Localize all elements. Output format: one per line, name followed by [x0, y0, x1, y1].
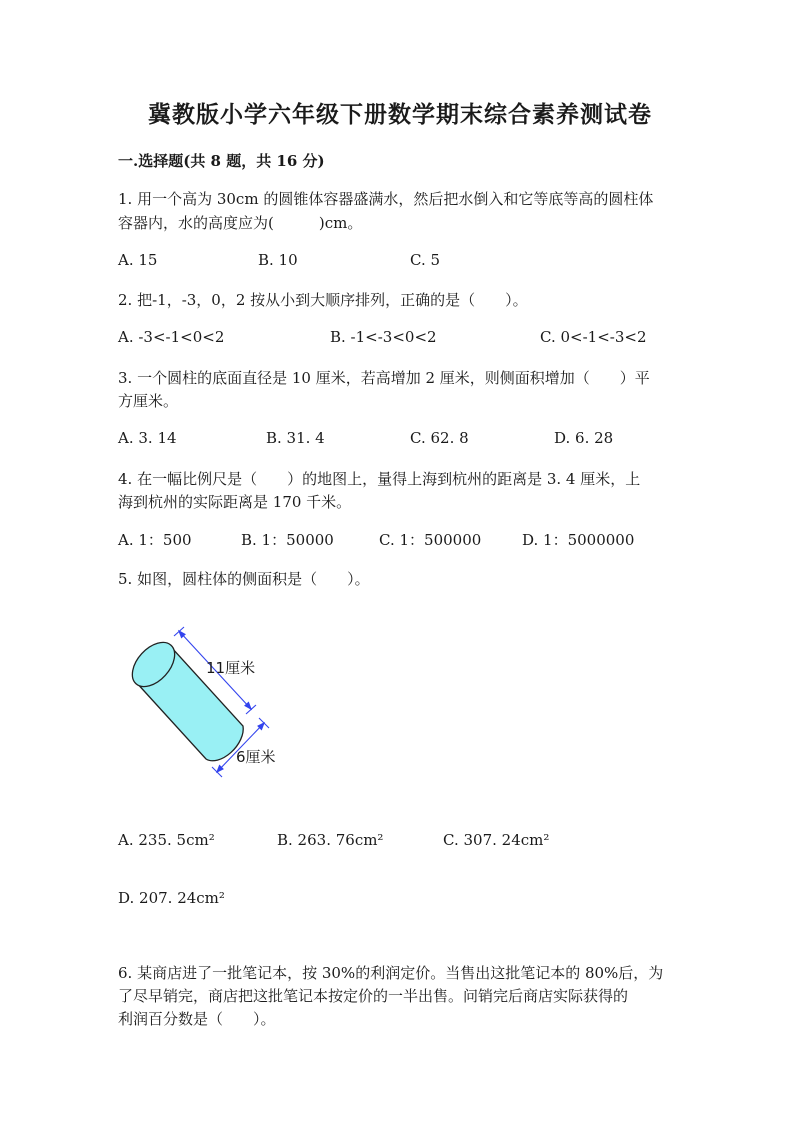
question-1-option-a: A. 15: [118, 251, 158, 269]
page-title: 冀教版小学六年级下册数学期末综合素养测试卷: [148, 101, 652, 128]
cylinder-diagram: [118, 620, 288, 790]
question-2-option-a: A. -3<-1<0<2: [118, 328, 225, 346]
question-4-option-a: A. 1：500: [118, 531, 192, 549]
question-5-option-a: A. 235. 5cm²: [118, 831, 215, 849]
question-1-option-b: B. 10: [258, 251, 298, 269]
question-5-option-d: D. 207. 24cm²: [118, 889, 225, 907]
question-6-line-1: 6. 某商店进了一批笔记本，按 30%的利润定价。当售出这批笔记本的 80%后，为: [118, 964, 664, 982]
question-4-line-1: 4. 在一幅比例尺是（ ）的地图上，量得上海到杭州的距离是 3. 4 厘米，上: [118, 470, 641, 488]
question-3-line-1: 3. 一个圆柱的底面直径是 10 厘米，若高增加 2 厘米，则侧面积增加（ ）平: [118, 369, 650, 387]
question-2-line-1: 2. 把-1，-3，0，2 按从小到大顺序排列，正确的是（ ）。: [118, 291, 528, 309]
question-6-line-3: 利润百分数是（ ）。: [118, 1010, 276, 1028]
question-1-line-2: 容器内，水的高度应为( )cm。: [118, 214, 363, 232]
section-heading: 一.选择题(共 8 题，共 16 分): [118, 152, 325, 170]
question-5-option-b: B. 263. 76cm²: [277, 831, 384, 849]
question-3-option-c: C. 62. 8: [410, 429, 469, 447]
question-4-option-c: C. 1：500000: [379, 531, 482, 549]
question-5-option-c: C. 307. 24cm²: [443, 831, 550, 849]
question-2-option-b: B. -1<-3<0<2: [330, 328, 437, 346]
length-label: 11厘米: [206, 659, 256, 677]
question-1-line-1: 1. 用一个高为 30cm 的圆锥体容器盛满水，然后把水倒入和它等底等高的圆柱体: [118, 190, 654, 208]
question-4-option-d: D. 1：5000000: [522, 531, 635, 549]
question-6-line-2: 了尽早销完，商店把这批笔记本按定价的一半出售。问销完后商店实际获得的: [118, 987, 629, 1005]
question-3-option-d: D. 6. 28: [554, 429, 614, 447]
diameter-label: 6厘米: [236, 748, 276, 766]
question-4-option-b: B. 1：50000: [241, 531, 334, 549]
question-1-option-c: C. 5: [410, 251, 441, 269]
question-4-line-2: 海到杭州的实际距离是 170 千米。: [118, 493, 352, 511]
question-3-option-b: B. 31. 4: [266, 429, 325, 447]
cylinder-figure: [118, 620, 288, 790]
question-2-option-c: C. 0<-1<-3<2: [540, 328, 647, 346]
question-3-option-a: A. 3. 14: [118, 429, 177, 447]
question-3-line-2: 方厘米。: [118, 392, 179, 410]
question-5-line-1: 5. 如图，圆柱体的侧面积是（ ）。: [118, 570, 370, 588]
